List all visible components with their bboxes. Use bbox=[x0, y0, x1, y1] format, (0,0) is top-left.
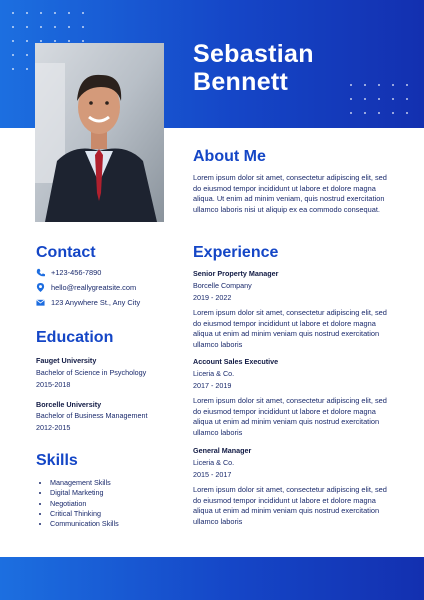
skill-item: • Critical Thinking bbox=[50, 509, 119, 519]
job-company: Liceria & Co. bbox=[193, 458, 235, 467]
first-name: Sebastian bbox=[193, 40, 314, 68]
skill-item: • Digital Marketing bbox=[50, 488, 119, 498]
contact-address bbox=[36, 298, 140, 307]
job-years: 2015 - 2017 bbox=[193, 470, 232, 479]
email-text: hello@reallygreatsite.com bbox=[51, 283, 137, 292]
job-description: Lorem ipsum dolor sit amet, consectetur adipiscing elit, sed do eiusmod tempor incididunt ut labore et dolore magna aliqua ut enim ad minim veniam quis nostrud exercitation ullamco laboris bbox=[193, 308, 387, 349]
education-school: Borcelle University bbox=[36, 400, 102, 409]
experience-heading: Experience bbox=[193, 244, 279, 261]
contact-phone bbox=[36, 268, 101, 277]
education-degree: Bachelor of Science in Psychology bbox=[36, 368, 147, 377]
job-description: Lorem ipsum dolor sit amet, consectetur adipiscing elit, sed do eiusmod tempor incididunt ut labore et dolore magna aliqua ut enim ad minim veniam quis nostrud exercitation ullamco laboris bbox=[193, 396, 387, 437]
profile-photo bbox=[35, 43, 164, 222]
phone-text: +123-456-7890 bbox=[51, 268, 102, 277]
phone-icon bbox=[36, 268, 45, 277]
education-heading: Education bbox=[36, 329, 114, 346]
address-text: 123 Anywhere St., Any City bbox=[51, 298, 141, 307]
contact-heading: Contact bbox=[36, 244, 96, 261]
about-text: Lorem ipsum dolor sit amet, consectetur adipiscing elit, sed do eiusmod tempor incididunt ut labore et dolore magna aliqua. Ut enim ad minim veniam, quis nostrud exercitation ullamco laboris nisi ut aliquip ex ea commodo consequat. bbox=[193, 173, 387, 214]
job-company: Borcelle Company bbox=[193, 281, 252, 290]
education-school: Fauget University bbox=[36, 356, 97, 365]
skills-heading: Skills bbox=[36, 452, 78, 469]
job-title: General Manager bbox=[193, 446, 252, 455]
education-years: 2012-2015 bbox=[36, 423, 71, 432]
job-years: 2017 - 2019 bbox=[193, 381, 232, 390]
about-heading: About Me bbox=[193, 148, 266, 165]
skill-item: • Negotiation bbox=[50, 499, 119, 509]
last-name: Bennett bbox=[193, 68, 289, 96]
job-company: Liceria & Co. bbox=[193, 369, 235, 378]
location-pin-icon bbox=[36, 283, 45, 292]
footer-band bbox=[0, 557, 424, 600]
education-years: 2015-2018 bbox=[36, 380, 71, 389]
job-description: Lorem ipsum dolor sit amet, consectetur adipiscing elit, sed do eiusmod tempor incididunt ut labore et dolore magna aliqua ut enim ad minim veniam quis nostrud exercitation ullamco laboris bbox=[193, 485, 387, 526]
skill-item: • Management Skills bbox=[50, 478, 119, 488]
skills-list bbox=[36, 478, 119, 529]
job-title: Senior Property Manager bbox=[193, 269, 279, 278]
education-degree: Bachelor of Business Management bbox=[36, 411, 148, 420]
candidate-name bbox=[193, 40, 413, 96]
job-years: 2019 - 2022 bbox=[193, 293, 232, 302]
job-title: Account Sales Executive bbox=[193, 357, 279, 366]
contact-email bbox=[36, 283, 136, 292]
skill-item: • Communication Skills bbox=[50, 519, 119, 529]
envelope-icon bbox=[36, 298, 45, 307]
